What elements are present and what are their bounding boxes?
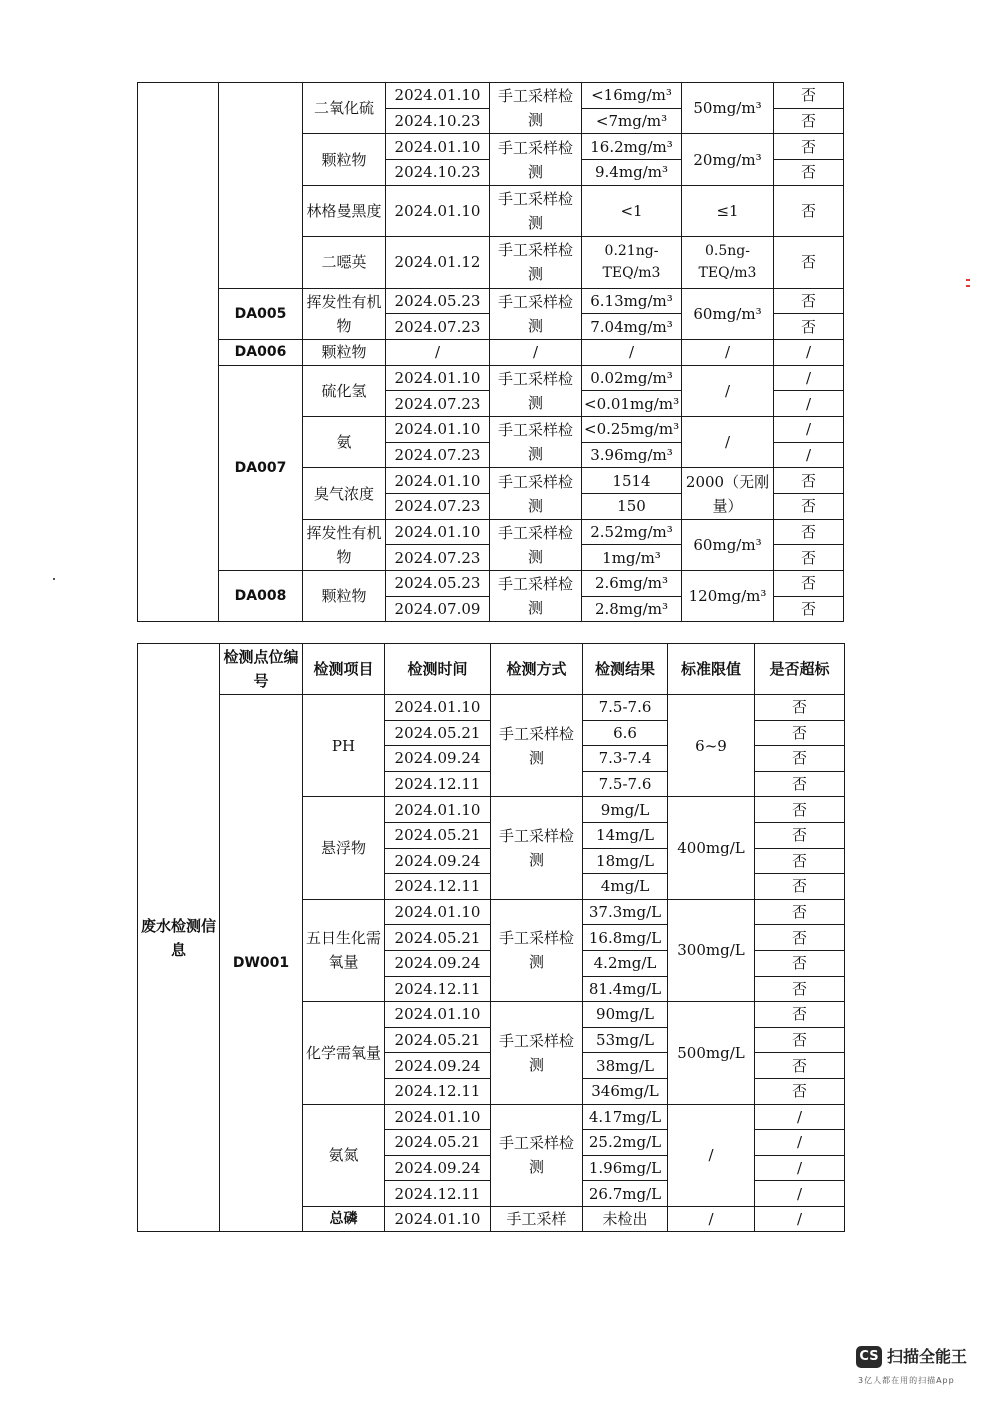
section-cell	[138, 83, 219, 622]
date-cell: 2024.01.10	[386, 365, 490, 391]
exceed-cell: /	[774, 365, 844, 391]
result-cell: <1	[582, 185, 682, 236]
date-cell: 2024.05.21	[385, 1027, 491, 1053]
exceed-cell: 否	[774, 237, 844, 288]
date-cell: 2024.09.24	[385, 950, 491, 976]
date-cell: 2024.07.23	[386, 545, 490, 571]
limit-cell: 500mg/L	[668, 1002, 755, 1104]
limit-cell: /	[682, 339, 774, 365]
header-cell: 检测点位编号	[220, 644, 303, 695]
date-cell: 2024.10.23	[386, 160, 490, 186]
date-cell: 2024.01.10	[386, 519, 490, 545]
limit-cell: 60mg/m³	[682, 519, 774, 570]
result-cell: /	[582, 339, 682, 365]
result-cell: 2.52mg/m³	[582, 519, 682, 545]
exceed-cell: 否	[774, 134, 844, 160]
result-cell: <16mg/m³	[582, 83, 682, 109]
point-cell	[219, 83, 303, 289]
result-cell: 1mg/m³	[582, 545, 682, 571]
exceed-cell: /	[755, 1104, 845, 1130]
limit-cell: 6~9	[668, 695, 755, 797]
result-cell: 53mg/L	[583, 1027, 668, 1053]
result-cell: 38mg/L	[583, 1053, 668, 1079]
point-cell: DA008	[219, 571, 303, 622]
date-cell: 2024.12.11	[385, 1181, 491, 1207]
watermark-brand: 扫描全能王	[887, 1347, 968, 1366]
method-cell: 手工采样检测	[491, 899, 583, 1001]
date-cell: 2024.01.10	[386, 468, 490, 494]
exceed-cell: /	[774, 442, 844, 468]
method-cell: 手工采样检测	[490, 288, 582, 339]
item-cell: 颗粒物	[303, 339, 386, 365]
exceed-cell: 否	[755, 976, 845, 1002]
exceed-cell: 否	[774, 288, 844, 314]
table-row	[138, 571, 844, 597]
point-cell: DA006	[219, 339, 303, 365]
date-cell: 2024.09.24	[385, 746, 491, 772]
result-cell: 90mg/L	[583, 1002, 668, 1028]
item-cell: 化学需氧量	[303, 1002, 385, 1104]
item-cell: 悬浮物	[303, 797, 385, 899]
exceed-cell: 否	[755, 720, 845, 746]
exceed-cell: 否	[774, 519, 844, 545]
exceed-cell: 否	[774, 596, 844, 622]
section-cell: 废水检测信息	[138, 644, 220, 1232]
exceed-cell: 否	[755, 746, 845, 772]
result-cell: 2.8mg/m³	[582, 596, 682, 622]
table-row	[138, 339, 844, 365]
result-cell: 1514	[582, 468, 682, 494]
result-cell: 26.7mg/L	[583, 1181, 668, 1207]
date-cell: 2024.01.10	[385, 695, 491, 721]
exceed-cell: /	[774, 416, 844, 442]
point-cell: DW001	[220, 695, 303, 1232]
date-cell: 2024.07.09	[386, 596, 490, 622]
limit-cell: 400mg/L	[668, 797, 755, 899]
result-cell: 4mg/L	[583, 874, 668, 900]
method-cell: 手工采样检测	[491, 1104, 583, 1206]
exceed-cell: 否	[755, 874, 845, 900]
limit-cell: 2000（无刚量）	[682, 468, 774, 519]
header-cell: 检测方式	[491, 644, 583, 695]
date-cell: 2024.12.11	[385, 771, 491, 797]
date-cell: 2024.07.23	[386, 314, 490, 340]
method-cell: 手工采样检测	[490, 83, 582, 134]
date-cell: 2024.01.10	[386, 416, 490, 442]
method-cell: 手工采样检测	[490, 571, 582, 622]
result-cell: 25.2mg/L	[583, 1130, 668, 1156]
exceed-cell: 否	[774, 494, 844, 520]
method-cell: 手工采样	[491, 1206, 583, 1232]
method-cell: 手工采样检测	[491, 797, 583, 899]
exceed-cell: /	[755, 1155, 845, 1181]
result-cell: 0.02mg/m³	[582, 365, 682, 391]
result-cell: 346mg/L	[583, 1078, 668, 1104]
method-cell: 手工采样检测	[490, 185, 582, 236]
item-cell: 林格曼黑度	[303, 185, 386, 236]
exceed-cell: /	[774, 391, 844, 417]
date-cell: 2024.05.23	[386, 571, 490, 597]
result-cell: 7.3-7.4	[583, 746, 668, 772]
date-cell: 2024.01.10	[385, 899, 491, 925]
exceed-cell: 否	[774, 468, 844, 494]
date-cell: 2024.01.10	[386, 134, 490, 160]
exceed-cell: 否	[755, 950, 845, 976]
header-cell: 检测项目	[303, 644, 385, 695]
item-cell: 挥发性有机物	[303, 519, 386, 570]
date-cell: 2024.07.23	[386, 494, 490, 520]
result-cell: 4.17mg/L	[583, 1104, 668, 1130]
result-cell: 4.2mg/L	[583, 950, 668, 976]
limit-cell: 60mg/m³	[682, 288, 774, 339]
result-cell: 7.04mg/m³	[582, 314, 682, 340]
method-cell: /	[490, 339, 582, 365]
exceed-cell: 否	[774, 571, 844, 597]
table-row	[138, 288, 844, 314]
wastewater-monitoring-table	[137, 643, 845, 1232]
date-cell: 2024.12.11	[385, 1078, 491, 1104]
limit-cell: ≤1	[682, 185, 774, 236]
exceed-cell: 否	[774, 108, 844, 134]
item-cell: 挥发性有机物	[303, 288, 386, 339]
result-cell: 2.6mg/m³	[582, 571, 682, 597]
result-cell: 未检出	[583, 1206, 668, 1232]
date-cell: 2024.09.24	[385, 1053, 491, 1079]
method-cell: 手工采样检测	[490, 365, 582, 416]
header-cell: 检测结果	[583, 644, 668, 695]
item-cell: 总磷	[303, 1206, 385, 1232]
limit-cell: 120mg/m³	[682, 571, 774, 622]
exceed-cell: /	[755, 1206, 845, 1232]
item-cell: 氨氮	[303, 1104, 385, 1206]
date-cell: 2024.01.10	[385, 797, 491, 823]
item-cell: 二氧化硫	[303, 83, 386, 134]
result-cell: 6.13mg/m³	[582, 288, 682, 314]
exceed-cell: 否	[755, 1002, 845, 1028]
scan-speck	[53, 578, 55, 580]
date-cell: 2024.01.12	[386, 237, 490, 288]
result-cell: 7.5-7.6	[583, 695, 668, 721]
exceed-cell: 否	[755, 1053, 845, 1079]
air-monitoring-table	[137, 82, 844, 622]
date-cell: 2024.05.21	[385, 720, 491, 746]
method-cell: 手工采样检测	[491, 1002, 583, 1104]
date-cell: 2024.12.11	[385, 874, 491, 900]
date-cell: 2024.01.10	[386, 83, 490, 109]
limit-cell: /	[668, 1104, 755, 1206]
table-row	[138, 365, 844, 391]
date-cell: 2024.07.23	[386, 442, 490, 468]
exceed-cell: 否	[755, 797, 845, 823]
item-cell: 颗粒物	[303, 134, 386, 185]
date-cell: 2024.05.21	[385, 1130, 491, 1156]
result-cell: 6.6	[583, 720, 668, 746]
date-cell: 2024.01.10	[385, 1002, 491, 1028]
exceed-cell: 否	[774, 314, 844, 340]
item-cell: 臭气浓度	[303, 468, 386, 519]
item-cell: 硫化氢	[303, 365, 386, 416]
method-cell: 手工采样检测	[490, 519, 582, 570]
limit-cell: 0.5ng-TEQ/m3	[682, 237, 774, 288]
exceed-cell: /	[755, 1130, 845, 1156]
method-cell: 手工采样检测	[491, 695, 583, 797]
result-cell: 3.96mg/m³	[582, 442, 682, 468]
method-cell: 手工采样检测	[490, 134, 582, 185]
scanner-watermark	[856, 1346, 976, 1391]
point-cell: DA007	[219, 365, 303, 571]
result-cell: 81.4mg/L	[583, 976, 668, 1002]
exceed-cell: 否	[774, 160, 844, 186]
exceed-cell: 否	[755, 695, 845, 721]
date-cell: 2024.05.21	[385, 822, 491, 848]
exceed-cell: 否	[755, 925, 845, 951]
limit-cell: 50mg/m³	[682, 83, 774, 134]
exceed-cell: /	[774, 339, 844, 365]
point-cell: DA005	[219, 288, 303, 339]
result-cell: <7mg/m³	[582, 108, 682, 134]
exceed-cell: 否	[755, 899, 845, 925]
date-cell: 2024.01.10	[386, 185, 490, 236]
result-cell: <0.01mg/m³	[582, 391, 682, 417]
exceed-cell: 否	[774, 545, 844, 571]
watermark-tagline: 3亿人都在用的扫描App	[858, 1376, 955, 1385]
header-cell: 检测时间	[385, 644, 491, 695]
exceed-cell: 否	[755, 1027, 845, 1053]
red-margin-mark	[966, 279, 970, 291]
header-cell: 是否超标	[755, 644, 845, 695]
date-cell: /	[386, 339, 490, 365]
limit-cell: 300mg/L	[668, 899, 755, 1001]
result-cell: 150	[582, 494, 682, 520]
limit-cell: /	[682, 365, 774, 416]
date-cell: 2024.09.24	[385, 1155, 491, 1181]
date-cell: 2024.05.23	[386, 288, 490, 314]
method-cell: 手工采样检测	[490, 237, 582, 288]
date-cell: 2024.10.23	[386, 108, 490, 134]
date-cell: 2024.01.10	[385, 1104, 491, 1130]
result-cell: 14mg/L	[583, 822, 668, 848]
exceed-cell: 否	[755, 848, 845, 874]
item-cell: PH	[303, 695, 385, 797]
result-cell: 7.5-7.6	[583, 771, 668, 797]
result-cell: 9mg/L	[583, 797, 668, 823]
exceed-cell: /	[755, 1181, 845, 1207]
result-cell: 9.4mg/m³	[582, 160, 682, 186]
date-cell: 2024.05.21	[385, 925, 491, 951]
item-cell: 氨	[303, 416, 386, 467]
table-row	[138, 695, 845, 721]
date-cell: 2024.09.24	[385, 848, 491, 874]
item-cell: 二噁英	[303, 237, 386, 288]
limit-cell: /	[682, 416, 774, 467]
result-cell: 16.8mg/L	[583, 925, 668, 951]
result-cell: 37.3mg/L	[583, 899, 668, 925]
exceed-cell: 否	[755, 771, 845, 797]
exceed-cell: 否	[755, 1078, 845, 1104]
header-cell: 标准限值	[668, 644, 755, 695]
result-cell: 16.2mg/m³	[582, 134, 682, 160]
item-cell: 颗粒物	[303, 571, 386, 622]
result-cell: 1.96mg/L	[583, 1155, 668, 1181]
date-cell: 2024.12.11	[385, 976, 491, 1002]
method-cell: 手工采样检测	[490, 416, 582, 467]
header-row	[138, 644, 845, 695]
table-row	[138, 83, 844, 109]
exceed-cell: 否	[774, 185, 844, 236]
date-cell: 2024.01.10	[385, 1206, 491, 1232]
exceed-cell: 否	[774, 83, 844, 109]
limit-cell: 20mg/m³	[682, 134, 774, 185]
item-cell: 五日生化需氧量	[303, 899, 385, 1001]
result-cell: <0.25mg/m³	[582, 416, 682, 442]
limit-cell: /	[668, 1206, 755, 1232]
result-cell: 0.21ng-TEQ/m3	[582, 237, 682, 288]
exceed-cell: 否	[755, 822, 845, 848]
method-cell: 手工采样检测	[490, 468, 582, 519]
date-cell: 2024.07.23	[386, 391, 490, 417]
camscanner-logo-icon: CS	[856, 1346, 882, 1368]
result-cell: 18mg/L	[583, 848, 668, 874]
